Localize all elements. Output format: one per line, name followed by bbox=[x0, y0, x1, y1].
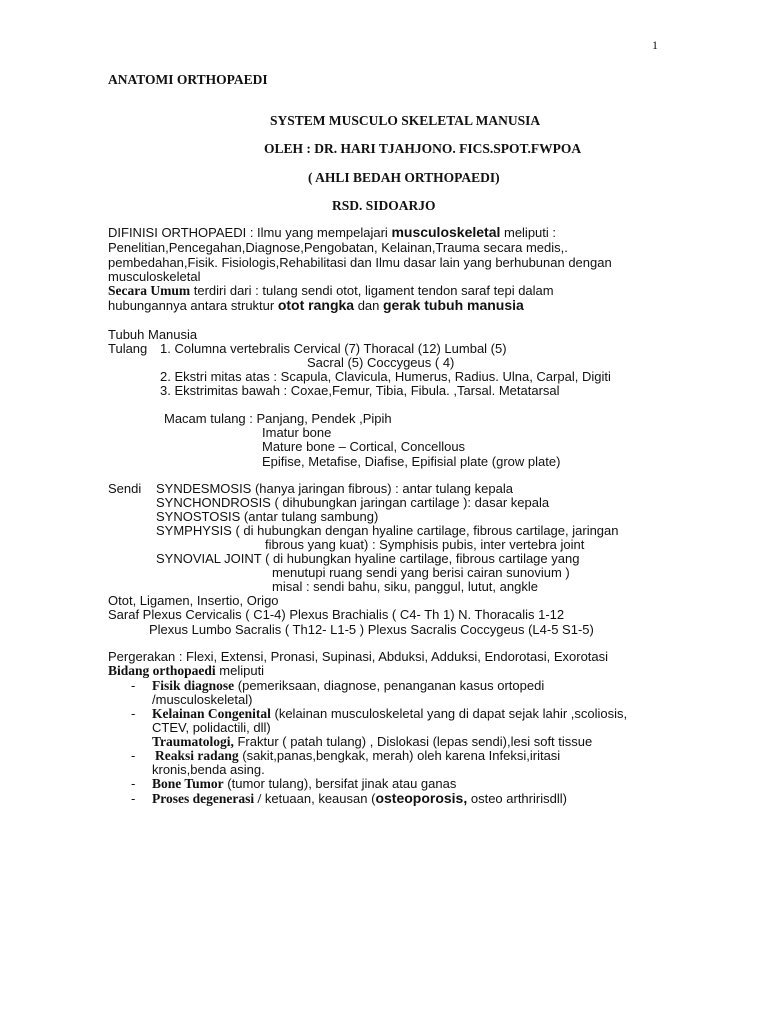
macam-tulang-3: Epifise, Metafise, Diafise, Epifisial plate (grow plate) bbox=[262, 454, 561, 469]
bidang-item-1-cont: /musculoskeletal) bbox=[152, 692, 253, 707]
bidang-item-5: Bone Tumor (tumor tulang), bersifat jinak atau ganas bbox=[152, 776, 457, 791]
bidang-heading: Bidang orthopaedi meliputi bbox=[108, 663, 265, 678]
otot-line: Otot, Ligamen, Insertio, Origo bbox=[108, 593, 279, 608]
tulang-item-2: 2. Ekstri mitas atas : Scapula, Clavicula, Humerus, Radius. Ulna, Carpal, Digiti bbox=[160, 369, 611, 384]
definition-line-1: DIFINISI ORTHOPAEDI : Ilmu yang mempelajari musculoskeletal meliputi : bbox=[108, 224, 557, 240]
tulang-label: Tulang bbox=[108, 341, 148, 356]
bullet: - bbox=[131, 678, 136, 693]
bullet: - bbox=[131, 748, 136, 763]
tulang-item-1: 1. Columna vertebralis Cervical (7) Thoracal (12) Lumbal (5) bbox=[160, 341, 507, 356]
bidang-item-4-cont: kronis,benda asing. bbox=[152, 762, 265, 777]
sendi-item-4: SYMPHYSIS ( di hubungkan dengan hyaline cartilage, fibrous cartilage, jaringan bbox=[156, 523, 619, 538]
role-line: ( AHLI BEDAH ORTHOPAEDI) bbox=[308, 170, 500, 185]
sendi-item-2: SYNCHONDROSIS ( dihubungkan jaringan cartilage ): dasar kepala bbox=[156, 495, 550, 510]
bidang-item-1: Fisik diagnose (pemeriksaan, diagnose, penanganan kasus ortopedi bbox=[152, 678, 545, 693]
sendi-label: Sendi bbox=[108, 481, 142, 496]
saraf-line-2: Plexus Lumbo Sacralis ( Th12- L1-5 ) Plexus Sacralis Coccygeus (L4-5 S1-5) bbox=[149, 622, 594, 637]
bidang-item-3: Traumatologi, Fraktur ( patah tulang) , Dislokasi (lepas sendi),lesi soft tissue bbox=[152, 734, 593, 749]
definition-line-5: Secara Umum terdiri dari : tulang sendi otot, ligament tendon saraf tepi dalam bbox=[108, 283, 554, 298]
sendi-item-5-cont-2: misal : sendi bahu, siku, panggul, lutut, angkle bbox=[272, 579, 538, 594]
subject-title: SYSTEM MUSCULO SKELETAL MANUSIA bbox=[270, 113, 541, 128]
bidang-item-4: Reaksi radang (sakit,panas,bengkak, merah) oleh karena Infeksi,iritasi bbox=[155, 748, 561, 763]
macam-tulang-2: Mature bone – Cortical, Concellous bbox=[262, 439, 466, 454]
course-title: ANATOMI ORTHOPAEDI bbox=[108, 72, 268, 87]
author-line: OLEH : DR. HARI TJAHJONO. FICS.SPOT.FWPOA bbox=[264, 141, 582, 156]
macam-tulang-1: Imatur bone bbox=[262, 425, 332, 440]
definition-line-4: musculoskeletal bbox=[108, 269, 201, 284]
saraf-line-1: Saraf Plexus Cervicalis ( C1-4) Plexus Brachialis ( C4- Th 1) N. Thoracalis 1-12 bbox=[108, 607, 565, 622]
tubuh-heading: Tubuh Manusia bbox=[108, 327, 198, 342]
bullet: - bbox=[131, 791, 136, 806]
macam-tulang: Macam tulang : Panjang, Pendek ,Pipih bbox=[164, 411, 392, 426]
tulang-item-1-cont: Sacral (5) Coccygeus ( 4) bbox=[307, 355, 455, 370]
bidang-item-2: Kelainan Congenital (kelainan musculoskeletal yang di dapat sejak lahir ,scoliosis, bbox=[152, 706, 628, 721]
bidang-item-6: Proses degenerasi / ketuaan, keausan (osteoporosis, osteo arthririsdll) bbox=[152, 790, 567, 806]
bullet: - bbox=[131, 706, 136, 721]
definition-line-6: hubungannya antara struktur otot rangka dan gerak tubuh manusia bbox=[108, 297, 524, 313]
sendi-item-4-cont: fibrous yang kuat) : Symphisis pubis, inter vertebra joint bbox=[265, 537, 585, 552]
sendi-item-1: SYNDESMOSIS (hanya jaringan fibrous) : antar tulang kepala bbox=[156, 481, 513, 496]
page-number: 1 bbox=[652, 38, 658, 52]
definition-line-2: Penelitian,Pencegahan,Diagnose,Pengobatan, Kelainan,Trauma secara medis,. bbox=[108, 240, 568, 255]
hospital-line: RSD. SIDOARJO bbox=[332, 198, 436, 213]
bullet: - bbox=[131, 776, 136, 791]
sendi-item-5: SYNOVIAL JOINT ( di hubungkan hyaline cartilage, fibrous cartilage yang bbox=[156, 551, 580, 566]
tulang-item-3: 3. Ekstrimitas bawah : Coxae,Femur, Tibia, Fibula. ,Tarsal. Metatarsal bbox=[160, 383, 560, 398]
bidang-item-2-cont: CTEV, polidactili, dll) bbox=[152, 720, 271, 735]
sendi-item-5-cont-1: menutupi ruang sendi yang berisi cairan sunovium ) bbox=[272, 565, 570, 580]
definition-line-3: pembedahan,Fisik. Fisiologis,Rehabilitasi dan Ilmu dasar lain yang berhubunan dengan bbox=[108, 255, 612, 270]
pergerakan-line: Pergerakan : Flexi, Extensi, Pronasi, Supinasi, Abduksi, Adduksi, Endorotasi, Exorotasi bbox=[108, 649, 609, 664]
sendi-item-3: SYNOSTOSIS (antar tulang sambung) bbox=[156, 509, 379, 524]
